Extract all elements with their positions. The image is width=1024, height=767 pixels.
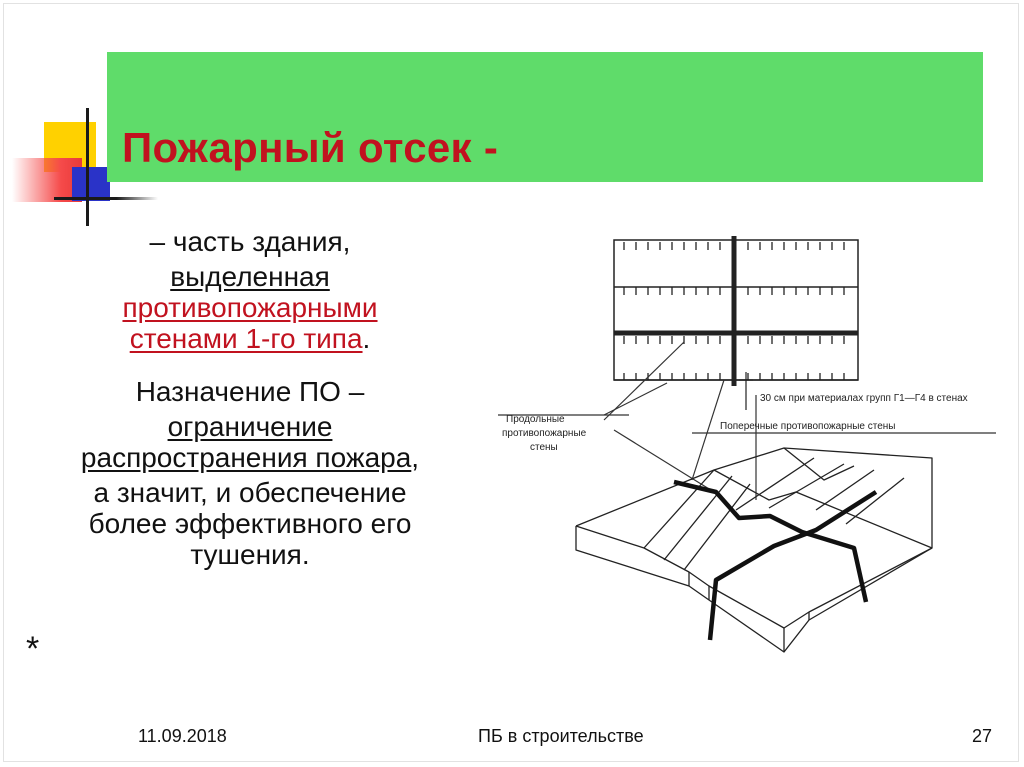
link-fire-walls[interactable]: противопожарными (122, 292, 378, 323)
body-text (30, 226, 470, 570)
plan-view (614, 236, 858, 410)
footer-date: 11.09.2018 (138, 726, 227, 746)
body-line: – часть здания, (149, 226, 351, 257)
building-3d (576, 448, 932, 652)
label-longitudinal-3: стены (530, 442, 558, 453)
fire-compartment-diagram (484, 230, 1004, 670)
body-punct: . (362, 323, 371, 354)
label-30cm: 30 см при материалах групп Г1—Г4 в стенах (760, 393, 968, 404)
decor-vertical-line (86, 108, 89, 226)
link-fire-spread[interactable]: распространения пожара (80, 442, 412, 473)
label-longitudinal-1: Продольные (506, 414, 565, 425)
slide-title: Пожарный отсек - (122, 124, 499, 171)
body-line: а значит, и обеспечение (93, 477, 407, 508)
label-longitudinal-2: противопожарные (502, 428, 587, 439)
body-line: тушения. (190, 539, 310, 570)
link-fire-walls-type[interactable]: стенами 1-го типа (129, 323, 363, 354)
page-number: 27 (972, 726, 993, 746)
diagram-labels (502, 393, 968, 453)
footer-title: ПБ в строительстве (478, 726, 644, 746)
body-line: Назначение ПО – (135, 376, 365, 407)
asterisk-mark: * (26, 630, 40, 668)
label-transverse: Поперечные противопожарные стены (720, 421, 896, 432)
decor-horizontal-line (54, 197, 158, 200)
decor-blue-square (72, 167, 110, 201)
link-limitation[interactable]: ограничение (167, 411, 333, 442)
link-allocated[interactable]: выделенная (170, 261, 330, 292)
body-punct: , (411, 442, 420, 473)
fire-walls-3d (674, 482, 876, 640)
body-line: более эффективного его (88, 508, 412, 539)
